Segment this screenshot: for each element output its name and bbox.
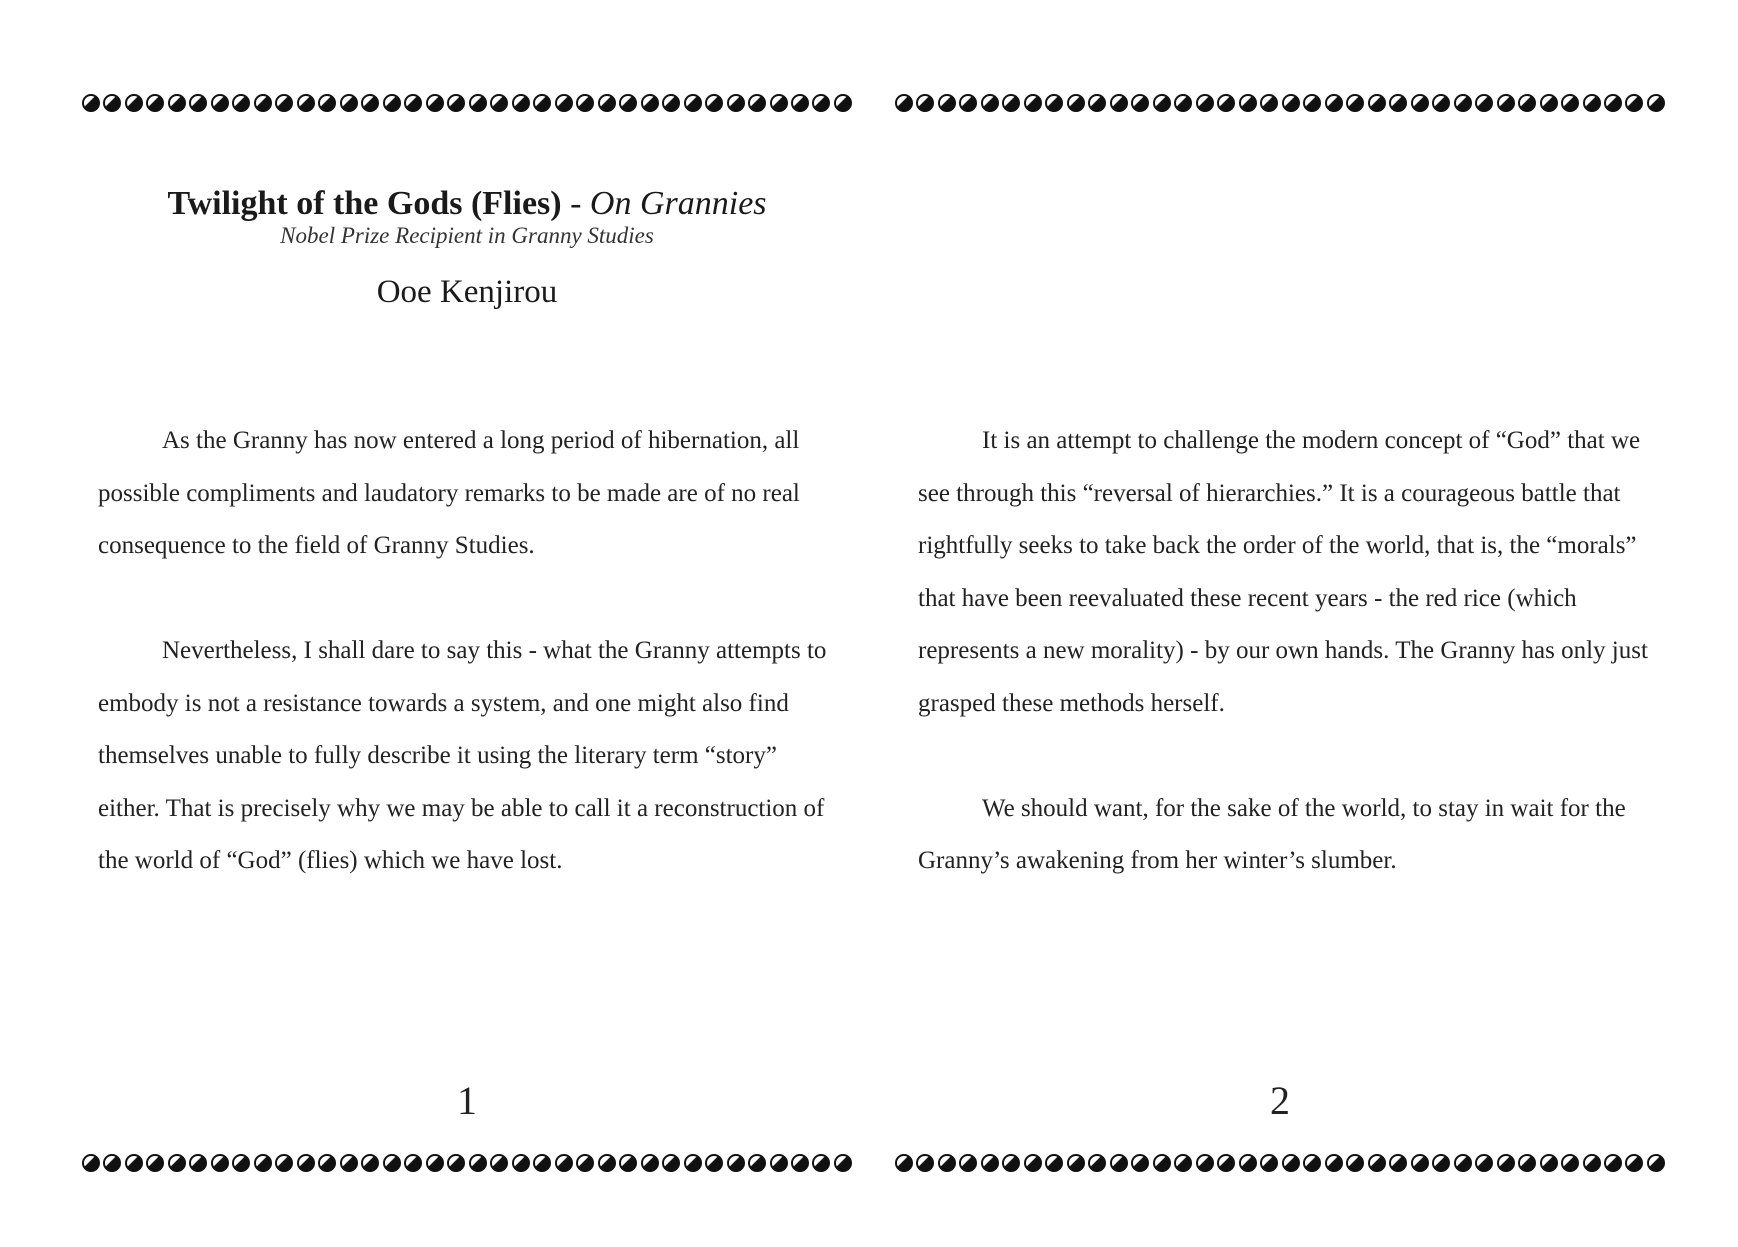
circle-ornament-icon [1217,94,1235,112]
circle-ornament-icon [1024,94,1042,112]
circle-ornament-icon [1346,1154,1364,1172]
right-page [895,0,1675,1247]
circle-ornament-icon [1067,1154,1085,1172]
circle-ornament-icon [1239,94,1257,112]
circle-ornament-icon [1497,1154,1515,1172]
circle-ornament-icon [1389,1154,1407,1172]
circle-ornament-icon [1110,1154,1128,1172]
circle-ornament-icon [189,1154,207,1172]
circle-ornament-icon [598,94,616,112]
circle-ornament-icon [748,1154,766,1172]
circle-ornament-icon [297,94,315,112]
circle-ornament-icon [533,1154,551,1172]
circle-ornament-icon [1604,1154,1622,1172]
circle-ornament-icon [1196,94,1214,112]
circle-ornament-icon [1432,1154,1450,1172]
circle-ornament-icon [619,1154,637,1172]
circle-ornament-icon [1561,94,1579,112]
circle-ornament-icon [1024,1154,1042,1172]
circle-ornament-icon [576,1154,594,1172]
circle-ornament-icon [512,94,530,112]
circle-ornament-icon [512,1154,530,1172]
circle-ornament-icon [1045,1154,1063,1172]
circle-ornament-icon [211,1154,229,1172]
body-text [918,415,1660,940]
circle-ornament-icon [340,94,358,112]
circle-ornament-icon [959,1154,977,1172]
circle-ornament-icon [959,94,977,112]
circle-ornament-icon [1454,1154,1472,1172]
circle-ornament-icon [1303,1154,1321,1172]
circle-ornament-icon [82,1154,100,1172]
circle-ornament-icon [490,1154,508,1172]
circle-ornament-icon [1174,94,1192,112]
circle-ornament-icon [770,94,788,112]
circle-ornament-icon [684,1154,702,1172]
circle-ornament-icon [598,1154,616,1172]
circle-ornament-icon [1368,94,1386,112]
circle-ornament-icon [254,1154,272,1172]
circle-ornament-icon [211,94,229,112]
circle-ornament-icon [447,1154,465,1172]
circle-ornament-icon [490,94,508,112]
circle-ornament-icon [1540,1154,1558,1172]
left-page [82,0,862,1247]
circle-ornament-icon [555,1154,573,1172]
circle-ornament-icon [1045,94,1063,112]
circle-ornament-icon [684,94,702,112]
circle-ornament-icon [705,94,723,112]
circle-ornament-icon [1196,1154,1214,1172]
circle-ornament-icon [1002,1154,1020,1172]
circle-ornament-icon [318,1154,336,1172]
circle-ornament-icon [189,94,207,112]
circle-ornament-icon [619,94,637,112]
circle-ornament-icon [1110,94,1128,112]
circle-ornament-icon [426,94,444,112]
top-ornament-border [82,88,852,118]
circle-ornament-icon [916,94,934,112]
circle-ornament-icon [1131,1154,1149,1172]
circle-ornament-icon [834,94,852,112]
circle-ornament-icon [404,94,422,112]
circle-ornament-icon [340,1154,358,1172]
circle-ornament-icon [125,94,143,112]
circle-ornament-icon [1002,94,1020,112]
circle-ornament-icon [1389,94,1407,112]
circle-ornament-icon [82,94,100,112]
circle-ornament-icon [748,94,766,112]
paragraph: Nevertheless, I shall dare to say this - what the Granny attempts to embody is not a resistance towards a system, and one might also find themselves unable to fully describe it using the literary term “story” either. That is precisely why we may be able to call it a reconstruction of the world of “God” (flies) which we have lost. [98,637,827,874]
circle-ornament-icon [981,1154,999,1172]
circle-ornament-icon [1303,94,1321,112]
circle-ornament-icon [1647,94,1665,112]
circle-ornament-icon [103,1154,121,1172]
title-separator: - [570,185,582,222]
circle-ornament-icon [404,1154,422,1172]
circle-ornament-icon [1153,1154,1171,1172]
circle-ornament-icon [916,1154,934,1172]
author-credential: Nobel Prize Recipient in Granny Studies [280,223,654,248]
circle-ornament-icon [383,1154,401,1172]
circle-ornament-icon [791,94,809,112]
circle-ornament-icon [1088,1154,1106,1172]
bottom-ornament-border [895,1148,1665,1178]
circle-ornament-icon [1583,1154,1601,1172]
circle-ornament-icon [1260,1154,1278,1172]
circle-ornament-icon [383,94,401,112]
article-title: Twilight of the Gods (Flies) [167,185,562,222]
circle-ornament-icon [727,1154,745,1172]
circle-ornament-icon [770,1154,788,1172]
circle-ornament-icon [469,1154,487,1172]
body-text [98,415,840,940]
circle-ornament-icon [469,94,487,112]
circle-ornament-icon [812,94,830,112]
circle-ornament-icon [1282,94,1300,112]
circle-ornament-icon [361,94,379,112]
top-ornament-border [895,88,1665,118]
circle-ornament-icon [662,1154,680,1172]
circle-ornament-icon [1174,1154,1192,1172]
circle-ornament-icon [168,1154,186,1172]
circle-ornament-icon [812,1154,830,1172]
circle-ornament-icon [275,1154,293,1172]
circle-ornament-icon [146,1154,164,1172]
circle-ornament-icon [318,94,336,112]
circle-ornament-icon [1346,94,1364,112]
circle-ornament-icon [1282,1154,1300,1172]
circle-ornament-icon [1131,94,1149,112]
circle-ornament-icon [938,1154,956,1172]
circle-ornament-icon [705,1154,723,1172]
circle-ornament-icon [103,94,121,112]
circle-ornament-icon [895,94,913,112]
circle-ornament-icon [1454,94,1472,112]
page-number: 1 [457,1078,477,1123]
circle-ornament-icon [1647,1154,1665,1172]
circle-ornament-icon [938,94,956,112]
circle-ornament-icon [1432,94,1450,112]
circle-ornament-icon [426,1154,444,1172]
circle-ornament-icon [641,94,659,112]
circle-ornament-icon [1217,1154,1235,1172]
circle-ornament-icon [1497,94,1515,112]
circle-ornament-icon [297,1154,315,1172]
circle-ornament-icon [1540,94,1558,112]
paragraph: It is an attempt to challenge the modern concept of “God” that we see through this “reversal of hierarchies.” It is a courageous battle that rightfully seeks to take back the order of the world, that is, the “morals” that have been reevaluated these recent years - the red rice (which represents a new morality) - by our own hands. The Granny has only just grasped these methods herself. [918,427,1648,717]
circle-ornament-icon [447,94,465,112]
circle-ornament-icon [834,1154,852,1172]
circle-ornament-icon [1604,94,1622,112]
title-block [82,182,852,312]
circle-ornament-icon [146,94,164,112]
page-number: 2 [1270,1078,1290,1123]
circle-ornament-icon [1561,1154,1579,1172]
circle-ornament-icon [1153,94,1171,112]
paragraph: As the Granny has now entered a long period of hibernation, all possible compliments and laudatory remarks to be made are of no real consequence to the field of Granny Studies. [98,427,800,559]
circle-ornament-icon [361,1154,379,1172]
circle-ornament-icon [555,94,573,112]
circle-ornament-icon [232,94,250,112]
circle-ornament-icon [727,94,745,112]
circle-ornament-icon [1067,94,1085,112]
circle-ornament-icon [254,94,272,112]
author-name: Ooe Kenjirou [376,274,558,310]
paragraph: We should want, for the sake of the world, to stay in wait for the Granny’s awakening from her winter’s slumber. [918,794,1626,874]
circle-ornament-icon [1411,94,1429,112]
circle-ornament-icon [533,94,551,112]
circle-ornament-icon [981,94,999,112]
circle-ornament-icon [662,94,680,112]
circle-ornament-icon [1475,1154,1493,1172]
circle-ornament-icon [1518,1154,1536,1172]
circle-ornament-icon [1088,94,1106,112]
circle-ornament-icon [1411,1154,1429,1172]
circle-ornament-icon [576,94,594,112]
circle-ornament-icon [125,1154,143,1172]
circle-ornament-icon [1239,1154,1257,1172]
circle-ornament-icon [1518,94,1536,112]
circle-ornament-icon [791,1154,809,1172]
circle-ornament-icon [1625,94,1643,112]
circle-ornament-icon [168,94,186,112]
circle-ornament-icon [1260,94,1278,112]
circle-ornament-icon [1368,1154,1386,1172]
circle-ornament-icon [641,1154,659,1172]
circle-ornament-icon [1625,1154,1643,1172]
circle-ornament-icon [1325,94,1343,112]
circle-ornament-icon [275,94,293,112]
article-subheading: On Grannies [589,185,767,222]
circle-ornament-icon [232,1154,250,1172]
circle-ornament-icon [1325,1154,1343,1172]
bottom-ornament-border [82,1148,852,1178]
circle-ornament-icon [1475,94,1493,112]
title-line [82,182,852,226]
circle-ornament-icon [1583,94,1601,112]
circle-ornament-icon [895,1154,913,1172]
